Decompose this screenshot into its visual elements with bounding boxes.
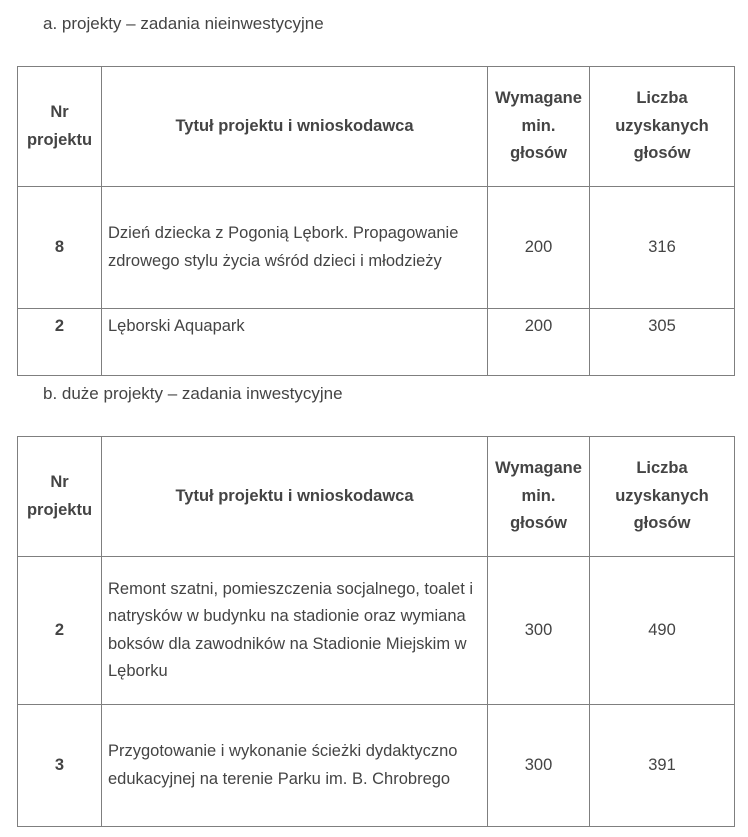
received-votes: 305 (590, 309, 735, 376)
column-header-title: Tytuł projektu i wnioskodawca (102, 67, 488, 187)
project-number: 3 (18, 705, 102, 827)
required-votes: 300 (488, 557, 590, 705)
required-votes: 200 (488, 187, 590, 309)
column-header-required: Wymagane min. głosów (488, 437, 590, 557)
column-header-title: Tytuł projektu i wnioskodawca (102, 437, 488, 557)
received-votes: 391 (590, 705, 735, 827)
project-title: Przygotowanie i wykonanie ścieżki dydaktyczno edukacyjnej na terenie Parku im. B. Chrobrego (102, 705, 488, 827)
project-title: Dzień dziecka z Pogonią Lębork. Propagowanie zdrowego stylu życia wśród dzieci i młodzieży (102, 187, 488, 309)
required-votes: 300 (488, 705, 590, 827)
column-header-nr: Nr projektu (18, 437, 102, 557)
section-b-table (17, 436, 735, 827)
received-votes: 316 (590, 187, 735, 309)
project-number: 8 (18, 187, 102, 309)
project-title: Lęborski Aquapark (102, 309, 488, 376)
required-votes: 200 (488, 309, 590, 376)
column-header-votes: Liczba uzyskanych głosów (590, 67, 735, 187)
project-title: Remont szatni, pomieszczenia socjalnego, toalet i natrysków w budynku na stadionie oraz wymiana boksów dla zawodników na Stadionie Miejskim w Lęborku (102, 557, 488, 705)
section-b-heading: b. duże projekty – zadania inwestycyjne (43, 384, 343, 403)
table-header-row (18, 437, 735, 557)
column-header-votes: Liczba uzyskanych głosów (590, 437, 735, 557)
table-row (18, 705, 735, 827)
column-header-required: Wymagane min. głosów (488, 67, 590, 187)
table-header-row (18, 67, 735, 187)
table-row (18, 187, 735, 309)
table-row (18, 557, 735, 705)
project-number: 2 (18, 309, 102, 376)
table-row (18, 309, 735, 376)
project-number: 2 (18, 557, 102, 705)
received-votes: 490 (590, 557, 735, 705)
column-header-nr: Nr projektu (18, 67, 102, 187)
section-a-table (17, 66, 735, 376)
section-a-heading: a. projekty – zadania nieinwestycyjne (43, 14, 324, 33)
